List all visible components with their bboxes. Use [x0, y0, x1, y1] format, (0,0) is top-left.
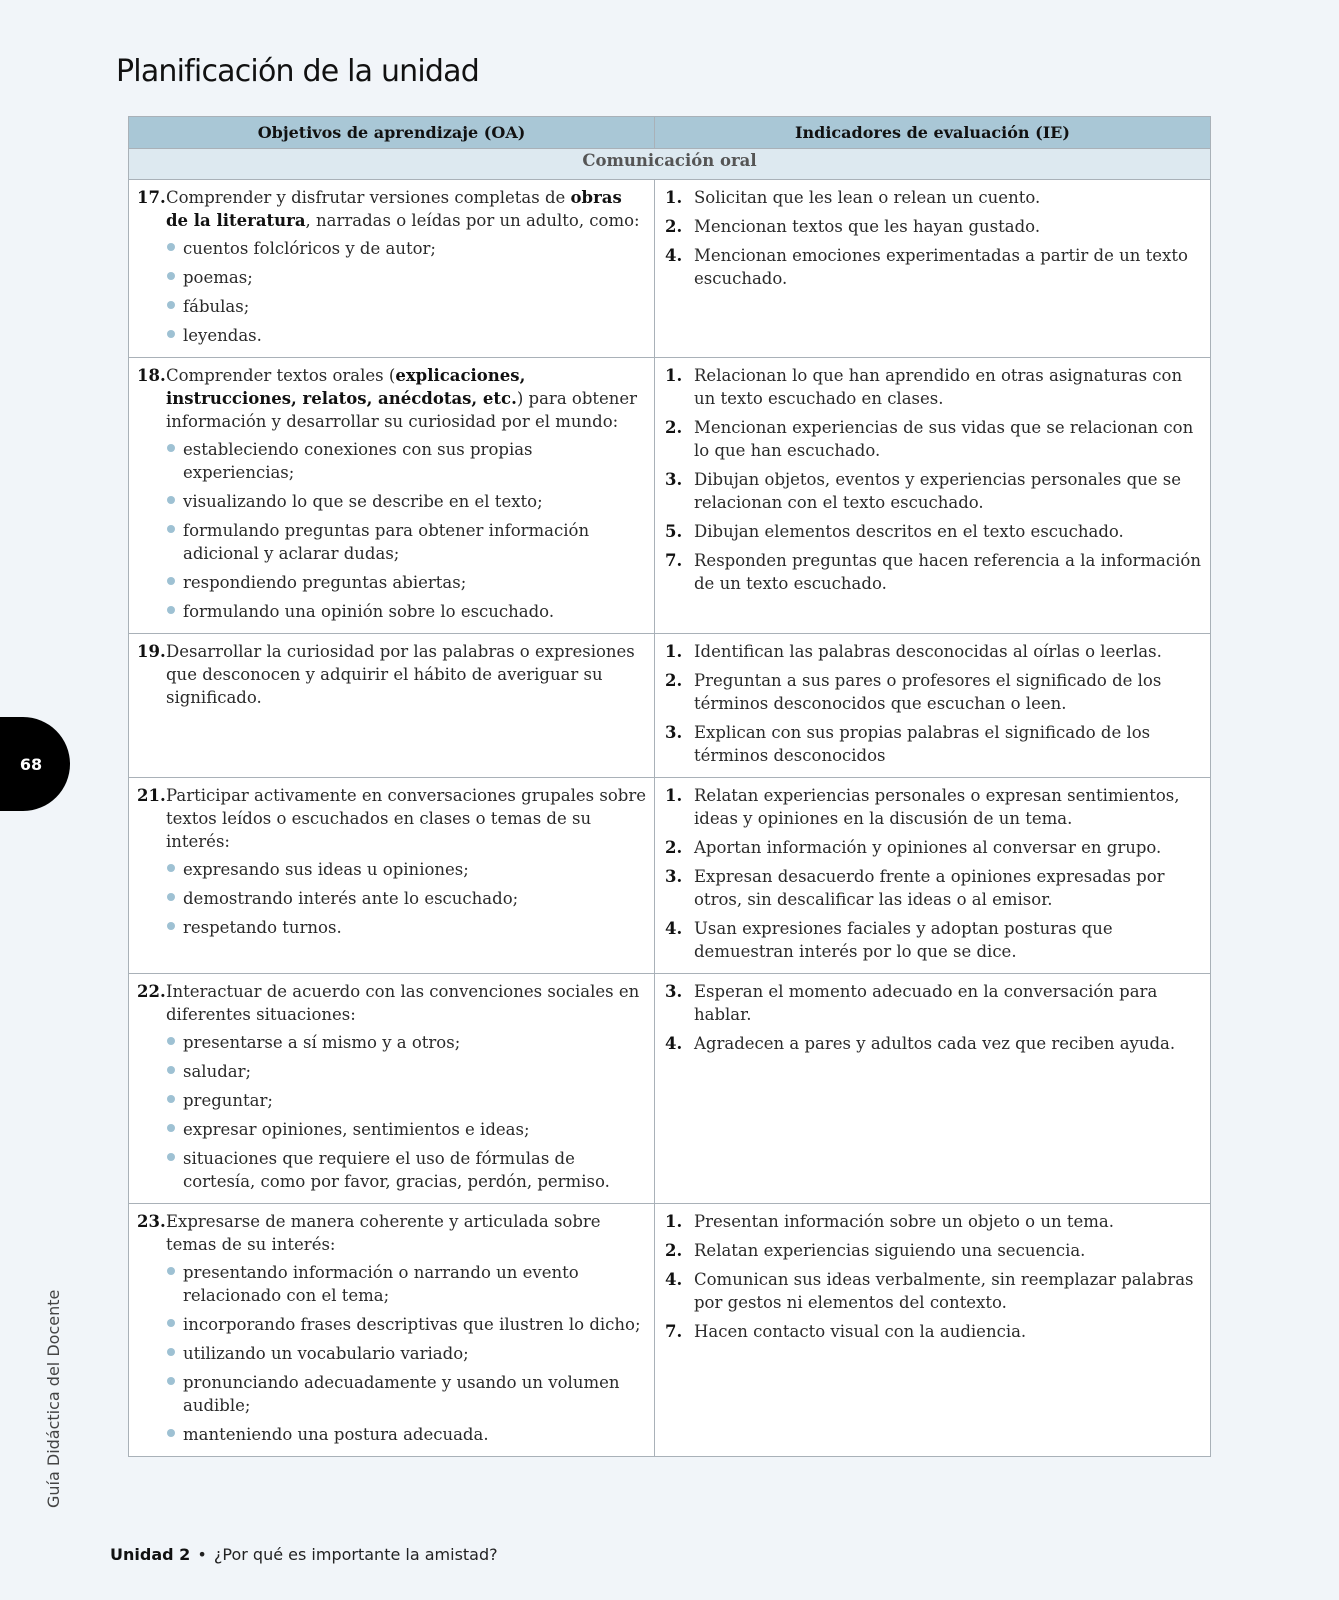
indicator-number: 7. [665, 551, 683, 570]
indicator-item [665, 215, 1202, 238]
indicator-number: 1. [665, 642, 683, 661]
indicator-text: Relacionan lo que han aprendido en otras asignaturas con un texto escuchado en clases. [694, 366, 1183, 408]
objective-bullet-item: incorporando frases descriptivas que ilustren lo dicho; [166, 1313, 646, 1336]
objective-text [166, 784, 646, 853]
indicator-item [665, 1268, 1202, 1314]
objective-bullet-item: cuentos folclóricos y de autor; [166, 237, 646, 260]
objective-text-part: Desarrollar la curiosidad por las palabras o expresiones que desconocen y adquirir el hábito de averiguar su significado. [166, 642, 635, 707]
indicator-list [663, 186, 1202, 290]
objective-number: 19. [137, 642, 166, 661]
objective-bullet-item: expresar opiniones, sentimientos e ideas; [166, 1118, 646, 1141]
indicator-text: Relatan experiencias siguiendo una secuencia. [694, 1241, 1086, 1260]
indicator-number: 4. [665, 1034, 683, 1053]
indicator-number: 5. [665, 522, 683, 541]
objective-bullet-item: poemas; [166, 266, 646, 289]
indicator-number: 3. [665, 982, 683, 1001]
indicator-item [665, 1032, 1202, 1055]
objective-body [166, 364, 646, 629]
indicator-number: 7. [665, 1322, 683, 1341]
objective-bullet-list [166, 438, 646, 623]
objective-bullet-item: presentando información o narrando un evento relacionado con el tema; [166, 1261, 646, 1307]
oa-cell [129, 778, 655, 974]
oa-column-header: Objetivos de aprendizaje (OA) [129, 117, 655, 149]
objective-text-part: Comprender textos orales ( [166, 366, 396, 385]
section-row [129, 149, 1211, 180]
objective [137, 1210, 646, 1452]
indicator-text: Dibujan objetos, eventos y experiencias personales que se relacionan con el texto escuchado. [694, 470, 1182, 512]
objective-number: 18. [137, 366, 166, 385]
objective-text-part: ) para obtener información y desarrollar su curiosidad por el mundo: [166, 389, 638, 431]
objective-text [166, 640, 646, 709]
indicator-item [665, 186, 1202, 209]
ie-cell [655, 180, 1211, 358]
indicator-item [665, 980, 1202, 1026]
indicator-item [665, 520, 1202, 543]
oa-cell [129, 974, 655, 1204]
indicator-item [665, 669, 1202, 715]
indicator-number: 4. [665, 246, 683, 265]
side-label: Guía Didáctica del Docente [44, 1289, 63, 1508]
indicator-list [663, 640, 1202, 767]
objective-text [166, 364, 646, 433]
indicator-number: 1. [665, 188, 683, 207]
section-title: Comunicación oral [129, 149, 1211, 180]
objective-number: 17. [137, 188, 166, 207]
indicator-item [665, 468, 1202, 514]
indicator-text: Dibujan elementos descritos en el texto escuchado. [694, 522, 1124, 541]
ie-cell [655, 634, 1211, 778]
objective [137, 784, 646, 945]
ie-cell [655, 1204, 1211, 1457]
page-title: Planificación de la unidad [116, 54, 479, 89]
objective-bullet-item: expresando sus ideas u opiniones; [166, 858, 646, 881]
planning-table [128, 116, 1211, 1457]
indicator-list [663, 364, 1202, 595]
indicator-text: Solicitan que les lean o relean un cuento. [694, 188, 1041, 207]
objective-bullet-item: visualizando lo que se describe en el texto; [166, 490, 646, 513]
objective-bullet-item: presentarse a sí mismo y a otros; [166, 1031, 646, 1054]
indicator-text: Explican con sus propias palabras el significado de los términos desconocidos [694, 723, 1151, 765]
objective-body [166, 1210, 646, 1452]
indicator-number: 2. [665, 671, 683, 690]
ie-cell [655, 358, 1211, 634]
objective-bullet-item: formulando una opinión sobre lo escuchado. [166, 600, 646, 623]
indicator-number: 2. [665, 1241, 683, 1260]
indicator-item [665, 244, 1202, 290]
table-header-row [129, 117, 1211, 149]
indicator-text: Mencionan textos que les hayan gustado. [694, 217, 1041, 236]
objective-bullet-item: demostrando interés ante lo escuchado; [166, 887, 646, 910]
objective [137, 980, 646, 1199]
footer-subtitle: ¿Por qué es importante la amistad? [213, 1545, 498, 1564]
objective-body [166, 784, 646, 945]
indicator-text: Responden preguntas que hacen referencia a la información de un texto escuchado. [694, 551, 1201, 593]
objective-text-part: , narradas o leídas por un adulto, como: [305, 211, 640, 230]
footer-unit: Unidad 2 [110, 1545, 191, 1564]
indicator-item [665, 364, 1202, 410]
indicator-item [665, 865, 1202, 911]
indicator-number: 1. [665, 366, 683, 385]
indicator-number: 2. [665, 838, 683, 857]
objective-bullet-list [166, 237, 646, 347]
objective-body [166, 186, 646, 353]
objective [137, 186, 646, 353]
oa-cell [129, 358, 655, 634]
indicator-text: Presentan información sobre un objeto o un tema. [694, 1212, 1114, 1231]
objective [137, 364, 646, 629]
objective-text [166, 1210, 646, 1256]
objective-bullet-item: pronunciando adecuadamente y usando un volumen audible; [166, 1371, 646, 1417]
objective-text-part: Expresarse de manera coherente y articulada sobre temas de su interés: [166, 1212, 601, 1254]
objective-text-part: Participar activamente en conversaciones grupales sobre textos leídos o escuchados en clases o temas de su interés: [166, 786, 646, 851]
indicator-text: Hacen contacto visual con la audiencia. [694, 1322, 1027, 1341]
oa-cell [129, 180, 655, 358]
indicator-list [663, 980, 1202, 1055]
objective-keyword: explicaciones, instrucciones, relatos, anécdotas, etc. [166, 366, 526, 408]
objective-bullet-item: saludar; [166, 1060, 646, 1083]
table-row [129, 180, 1211, 358]
objective-bullet-item: utilizando un vocabulario variado; [166, 1342, 646, 1365]
indicator-text: Mencionan emociones experimentadas a partir de un texto escuchado. [694, 246, 1188, 288]
indicator-text: Aportan información y opiniones al conversar en grupo. [694, 838, 1162, 857]
indicator-item [665, 549, 1202, 595]
indicator-item [665, 640, 1202, 663]
table-row [129, 778, 1211, 974]
indicator-item [665, 784, 1202, 830]
footer-separator: • [197, 1545, 207, 1564]
ie-column-header: Indicadores de evaluación (IE) [655, 117, 1211, 149]
indicator-item [665, 1239, 1202, 1262]
objective-text-part: Interactuar de acuerdo con las convenciones sociales en diferentes situaciones: [166, 982, 640, 1024]
objective-text-part: Comprender y disfrutar versiones completas de [166, 188, 571, 207]
indicator-text: Agradecen a pares y adultos cada vez que reciben ayuda. [694, 1034, 1176, 1053]
indicator-number: 4. [665, 1270, 683, 1289]
footer [110, 1545, 498, 1564]
table-row [129, 634, 1211, 778]
indicator-number: 2. [665, 217, 683, 236]
oa-cell [129, 1204, 655, 1457]
objective-number: 21. [137, 786, 166, 805]
objective-body [166, 980, 646, 1199]
objective-bullet-item: manteniendo una postura adecuada. [166, 1423, 646, 1446]
indicator-list [663, 1210, 1202, 1343]
indicator-text: Comunican sus ideas verbalmente, sin reemplazar palabras por gestos ni elementos del contexto. [694, 1270, 1194, 1312]
ie-cell [655, 778, 1211, 974]
objective-keyword: obras de la literatura [166, 188, 622, 230]
objective-bullet-list [166, 858, 646, 939]
objective-text [166, 980, 646, 1026]
objective-bullet-item: fábulas; [166, 295, 646, 318]
indicator-text: Mencionan experiencias de sus vidas que se relacionan con lo que han escuchado. [694, 418, 1194, 460]
indicator-item [665, 836, 1202, 859]
indicator-text: Expresan desacuerdo frente a opiniones expresadas por otros, sin descalificar las ideas o al emisor. [694, 867, 1165, 909]
objective-bullet-list [166, 1031, 646, 1193]
objective-bullet-item: estableciendo conexiones con sus propias experiencias; [166, 438, 646, 484]
indicator-text: Relatan experiencias personales o expresan sentimientos, ideas y opiniones en la discusión de un tema. [694, 786, 1180, 828]
objective-bullet-list [166, 1261, 646, 1446]
indicator-item [665, 416, 1202, 462]
indicator-text: Identifican las palabras desconocidas al oírlas o leerlas. [694, 642, 1162, 661]
indicator-list [663, 784, 1202, 963]
indicator-item [665, 1210, 1202, 1233]
indicator-text: Esperan el momento adecuado en la conversación para hablar. [694, 982, 1158, 1024]
indicator-number: 2. [665, 418, 683, 437]
oa-cell [129, 634, 655, 778]
table-row [129, 1204, 1211, 1457]
indicator-number: 3. [665, 867, 683, 886]
indicator-item [665, 721, 1202, 767]
objective-bullet-item: respetando turnos. [166, 916, 646, 939]
objective-bullet-item: respondiendo preguntas abiertas; [166, 571, 646, 594]
indicator-number: 3. [665, 470, 683, 489]
indicator-text: Preguntan a sus pares o profesores el significado de los términos desconocidos que escuchan o leen. [694, 671, 1162, 713]
indicator-number: 3. [665, 723, 683, 742]
objective-number: 22. [137, 982, 166, 1001]
objective-number: 23. [137, 1212, 166, 1231]
objective-bullet-item: leyendas. [166, 324, 646, 347]
indicator-text: Usan expresiones faciales y adoptan posturas que demuestran interés por lo que se dice. [694, 919, 1113, 961]
indicator-number: 1. [665, 786, 683, 805]
page-number: 68 [19, 754, 43, 774]
page-number-tab [0, 717, 70, 811]
objective-bullet-item: situaciones que requiere el uso de fórmulas de cortesía, como por favor, gracias, perdón, permiso. [166, 1147, 646, 1193]
ie-cell [655, 974, 1211, 1204]
objective-bullet-item: preguntar; [166, 1089, 646, 1112]
indicator-number: 1. [665, 1212, 683, 1231]
indicator-item [665, 917, 1202, 963]
table-body [129, 149, 1211, 1457]
indicator-number: 4. [665, 919, 683, 938]
table-row [129, 358, 1211, 634]
objective-bullet-item: formulando preguntas para obtener información adicional y aclarar dudas; [166, 519, 646, 565]
objective [137, 640, 646, 709]
objective-body [166, 640, 646, 709]
indicator-item [665, 1320, 1202, 1343]
table-row [129, 974, 1211, 1204]
objective-text [166, 186, 646, 232]
